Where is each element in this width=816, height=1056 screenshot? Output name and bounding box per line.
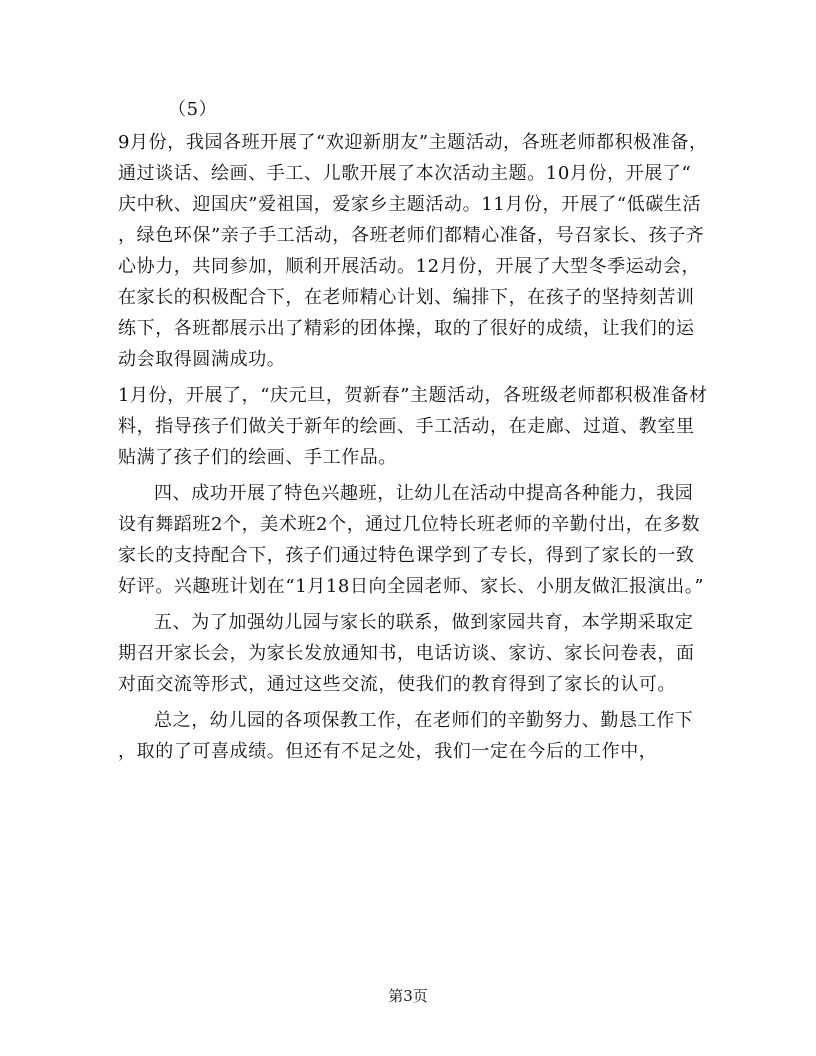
paragraph-interest-classes: 四、成功开展了特色兴趣班，让幼儿在活动中提高各种能力，我园设有舞蹈班2个，美术班2个，通过几位特长班老师的辛勤付出，在多数家长的支持配合下，孩子们通过特色课学到了专长，得到了家长的一致好评。兴趣班计划在“1月18日向全园老师、家长、小朋友做汇报演出。” xyxy=(118,483,705,597)
document-body xyxy=(118,94,708,772)
paragraph-summary: 总之，幼儿园的各项保教工作，在老师们的辛勤努力、勤恳工作下，取的了可喜成绩。但还有不足之处，我们一定在今后的工作中， xyxy=(118,710,694,762)
paragraph-monthly-activities: 9月份，我园各班开展了“欢迎新朋友”主题活动，各班老师都积极准备，通过谈话、绘画、手工、儿歌开展了本次活动主题。10月份，开展了“庆中秋、迎国庆”爱祖国，爱家乡主题活动。11月份，开展了“低碳生活，绿色环保”亲子手工活动，各班老师们都精心准备，号召家长、孩子齐心协力，共同参加，顺利开展活动。12月份，开展了大型冬季运动会，在家长的积极配合下，在老师精心计划、编排下，在孩子的坚持刻苦训练下，各班都展示出了精彩的团体操，取的了很好的成绩，让我们的运动会取得圆满成功。 xyxy=(118,132,708,370)
paragraph-parent-communication: 五、为了加强幼儿园与家长的联系，做到家园共育，本学期采取定期召开家长会，为家长发放通知书，电话访谈、家访、家长问卷表，面对面交流等形式，通过这些交流，使我们的教育得到了家长的认可。 xyxy=(118,612,695,695)
page-number: 第3页 xyxy=(388,987,428,1005)
paragraph-january-activities: 1月份，开展了，“庆元旦，贺新春”主题活动，各班级老师都积极准备材料，指导孩子们做关于新年的绘画、手工活动，在走廊、过道、教室里贴满了孩子们的绘画、手工作品。 xyxy=(118,385,708,468)
section-marker: （5） xyxy=(168,99,218,120)
